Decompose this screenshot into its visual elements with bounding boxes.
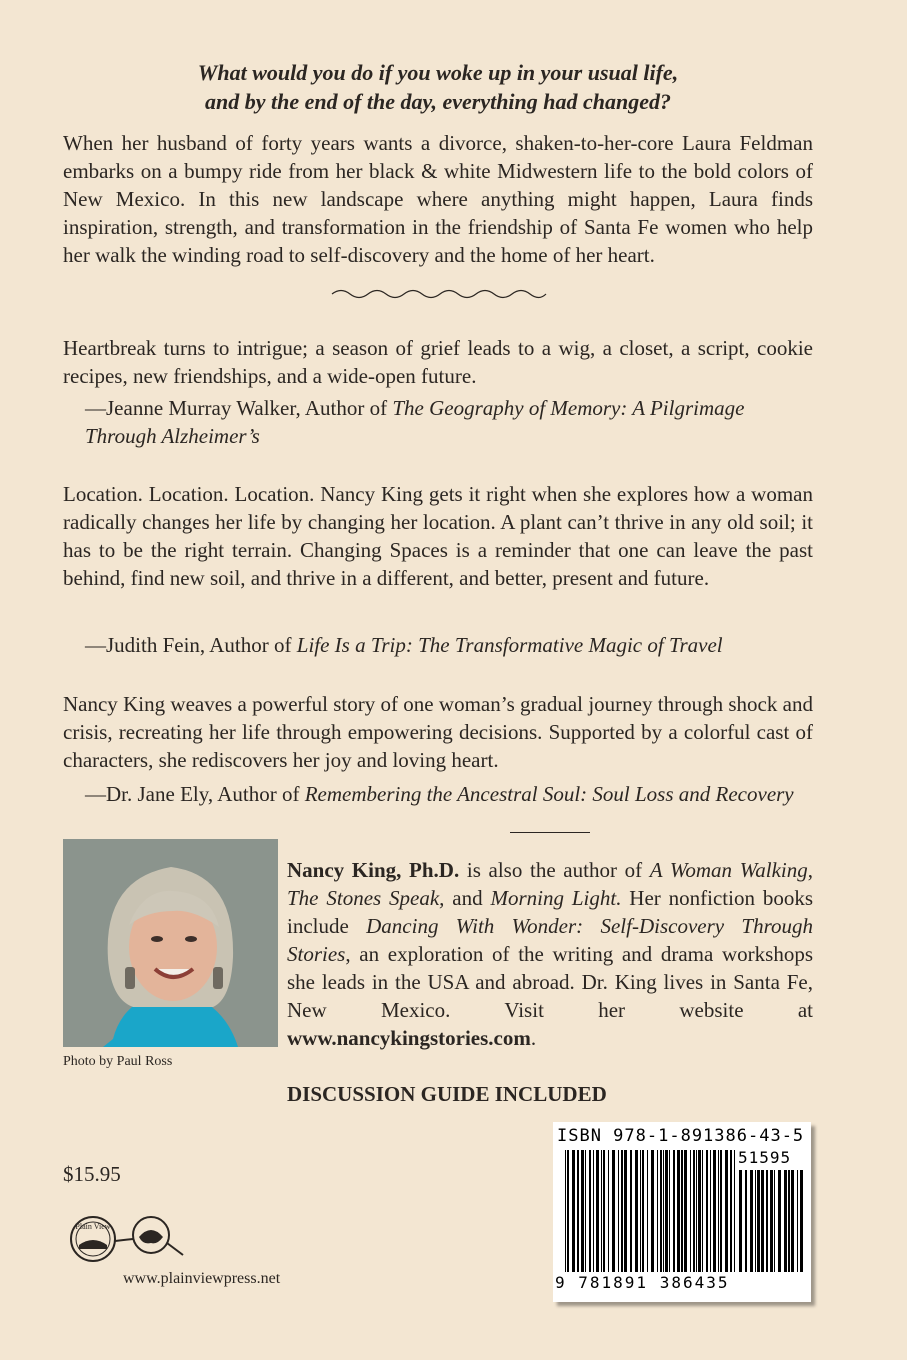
review-3-book: Remembering the Ancestral Soul: Soul Loss and Recovery [304,782,794,806]
barcode-bar [651,1150,654,1272]
barcode-bar [660,1150,662,1272]
barcode-bar [710,1150,711,1272]
blurb-paragraph: When her husband of forty years wants a divorce, shaken-to-her-core Laura Feldman embarks on a bumpy ride from her black & white Midwestern life to the bold colors of New Mexico. In this new landscape where anything might happen, Laura finds inspiration, strength, and transformation in the friendship of Santa Fe women who help her walk the winding road to self-discovery and the home of her heart. [63,131,813,267]
barcode-bar [596,1150,599,1272]
author-portrait-icon [63,839,278,1047]
barcode-bar [603,1150,605,1272]
barcode-bar [657,1150,658,1272]
barcode-bar [677,1150,680,1272]
barcode-bar [572,1150,575,1272]
barcode-bar [618,1150,619,1272]
bio-book-4: Dancing With Wonder: Self-Discovery Through Stories [287,914,813,966]
barcode-bar [612,1150,615,1272]
barcode-bar [757,1170,760,1272]
barcode-bar [730,1150,732,1272]
barcode-bar [800,1170,803,1272]
ornament-divider-icon [330,287,548,301]
barcode-bar [673,1150,675,1272]
barcode-bar [770,1170,773,1272]
publisher-logo-text: Plain View [75,1222,111,1231]
barcode-bar [642,1150,644,1272]
barcode-bar [681,1150,683,1272]
barcode-bar [766,1170,768,1272]
barcode-bar [630,1150,632,1272]
barcode-bar [624,1150,627,1272]
barcode-bar [621,1150,623,1272]
barcode-bar [640,1150,641,1272]
tagline-line-2: and by the end of the day, everything had changed? [204,89,672,114]
barcode-bar [663,1150,664,1272]
section-divider [510,832,590,833]
barcode-bar [693,1150,695,1272]
isbn-label: ISBN 978-1-891386-43-5 [557,1126,805,1146]
barcode-bar [635,1150,638,1272]
barcode-bar [739,1170,742,1272]
review-2-text: Location. Location. Location. Nancy King gets it right when she explores how a woman radically changes her life by changing her location. A plant can’t thrive in any old soil; it has to be the right terrain. Changing Spaces is a reminder that one can leave the past behind, find new soil, and thrive in a different, and better, present and future. [63,482,813,590]
publisher-website: www.plainviewpress.net [123,1270,281,1287]
bio-book-2: The Stones Speak, [287,886,445,910]
barcode-bar [565,1150,566,1272]
bio-text-3: and [444,886,491,910]
barcode-bar [567,1150,569,1272]
barcode-bar [593,1150,594,1272]
barcode-bar [788,1170,790,1272]
barcode-bar [713,1150,716,1272]
tagline [63,58,813,116]
barcode-bar [706,1150,708,1272]
bio-text-5: , an exploration of the writing and drama workshops she leads in the USA and abroad. Dr. King lives in Santa Fe, New Mexico. Visit her website at [287,942,813,1022]
review-2-attribution [85,631,815,659]
barcode-bar [791,1170,794,1272]
review-1-author: —Jeanne Murray Walker, Author of [85,396,393,420]
barcode-bar [577,1150,579,1272]
barcode-bar [684,1150,687,1272]
isbn-barcode [553,1122,811,1302]
bio-book-1: A Woman Walking [649,858,808,882]
barcode-bar [665,1150,668,1272]
barcode-bar [696,1150,697,1272]
price: $15.95 [63,1162,121,1186]
barcode-bar [589,1150,591,1272]
barcode-bar [608,1150,609,1272]
barcode-addon-number: 51595 [738,1148,792,1167]
bio-text-4: Her nonfiction books include [287,886,813,938]
barcode-bar [778,1170,781,1272]
barcode-bar [750,1170,753,1272]
review-3-author: —Dr. Jane Ely, Author of [85,782,305,806]
tagline-line-1: What would you do if you woke up in your usual life, [197,60,679,85]
barcode-bar [774,1170,775,1272]
review-1-text: Heartbreak turns to intrigue; a season of grief leads to a wig, a closet, a script, cookie recipes, new friendships, and a wide-open future. [63,336,813,388]
barcode-bar [601,1150,602,1272]
review-1-attribution [85,394,815,450]
author-bio [287,856,813,1052]
review-2-book: Life Is a Trip: The Transformative Magic of Travel [296,633,723,657]
barcode-bar [718,1150,719,1272]
barcode-bar [585,1150,586,1272]
bio-text-1: is also the author of [459,858,650,882]
publisher-logo-icon [63,1213,193,1265]
barcode-bar [690,1150,691,1272]
barcode-bar [784,1170,787,1272]
barcode-bar [647,1150,648,1272]
barcode-bar [725,1150,728,1272]
review-3-attribution [85,780,815,808]
author-website: www.nancykingstories.com [287,1026,531,1050]
photo-caption: Photo by Paul Ross [63,1054,173,1069]
barcode-bar [698,1150,701,1272]
barcode-bar [702,1150,703,1272]
addon-barcode-bars [739,1170,805,1272]
barcode-bar [755,1170,756,1272]
author-photo [63,839,278,1047]
review-3-text: Nancy King weaves a powerful story of one woman’s gradual journey through shock and crisis, recreating her life through empowering decisions. Supported by a colorful cast of characters, she rediscovers her joy and loving heart. [63,692,813,772]
review-1-book: The Geography of Memory: A Pilgrimage Through Alzheimer’s [85,396,745,448]
review-2-author: —Judith Fein, Author of [85,633,297,657]
discussion-guide-label: DISCUSSION GUIDE INCLUDED [287,1082,607,1106]
barcode-bar [797,1170,798,1272]
barcode-bar [581,1150,584,1272]
author-name: Nancy King, Ph.D. [287,858,460,882]
bio-book-3: Morning Light. [490,886,622,910]
bio-text-2: , [807,858,814,882]
barcode-bar [734,1150,735,1272]
barcode-bar [745,1170,747,1272]
barcode-bar [761,1170,764,1272]
bio-text-6: . [530,1026,537,1050]
barcode-bar [720,1150,722,1272]
ean-barcode-bars [565,1150,735,1272]
barcode-ean-number: 9 781891 386435 [555,1273,730,1292]
barcode-bar [669,1150,670,1272]
